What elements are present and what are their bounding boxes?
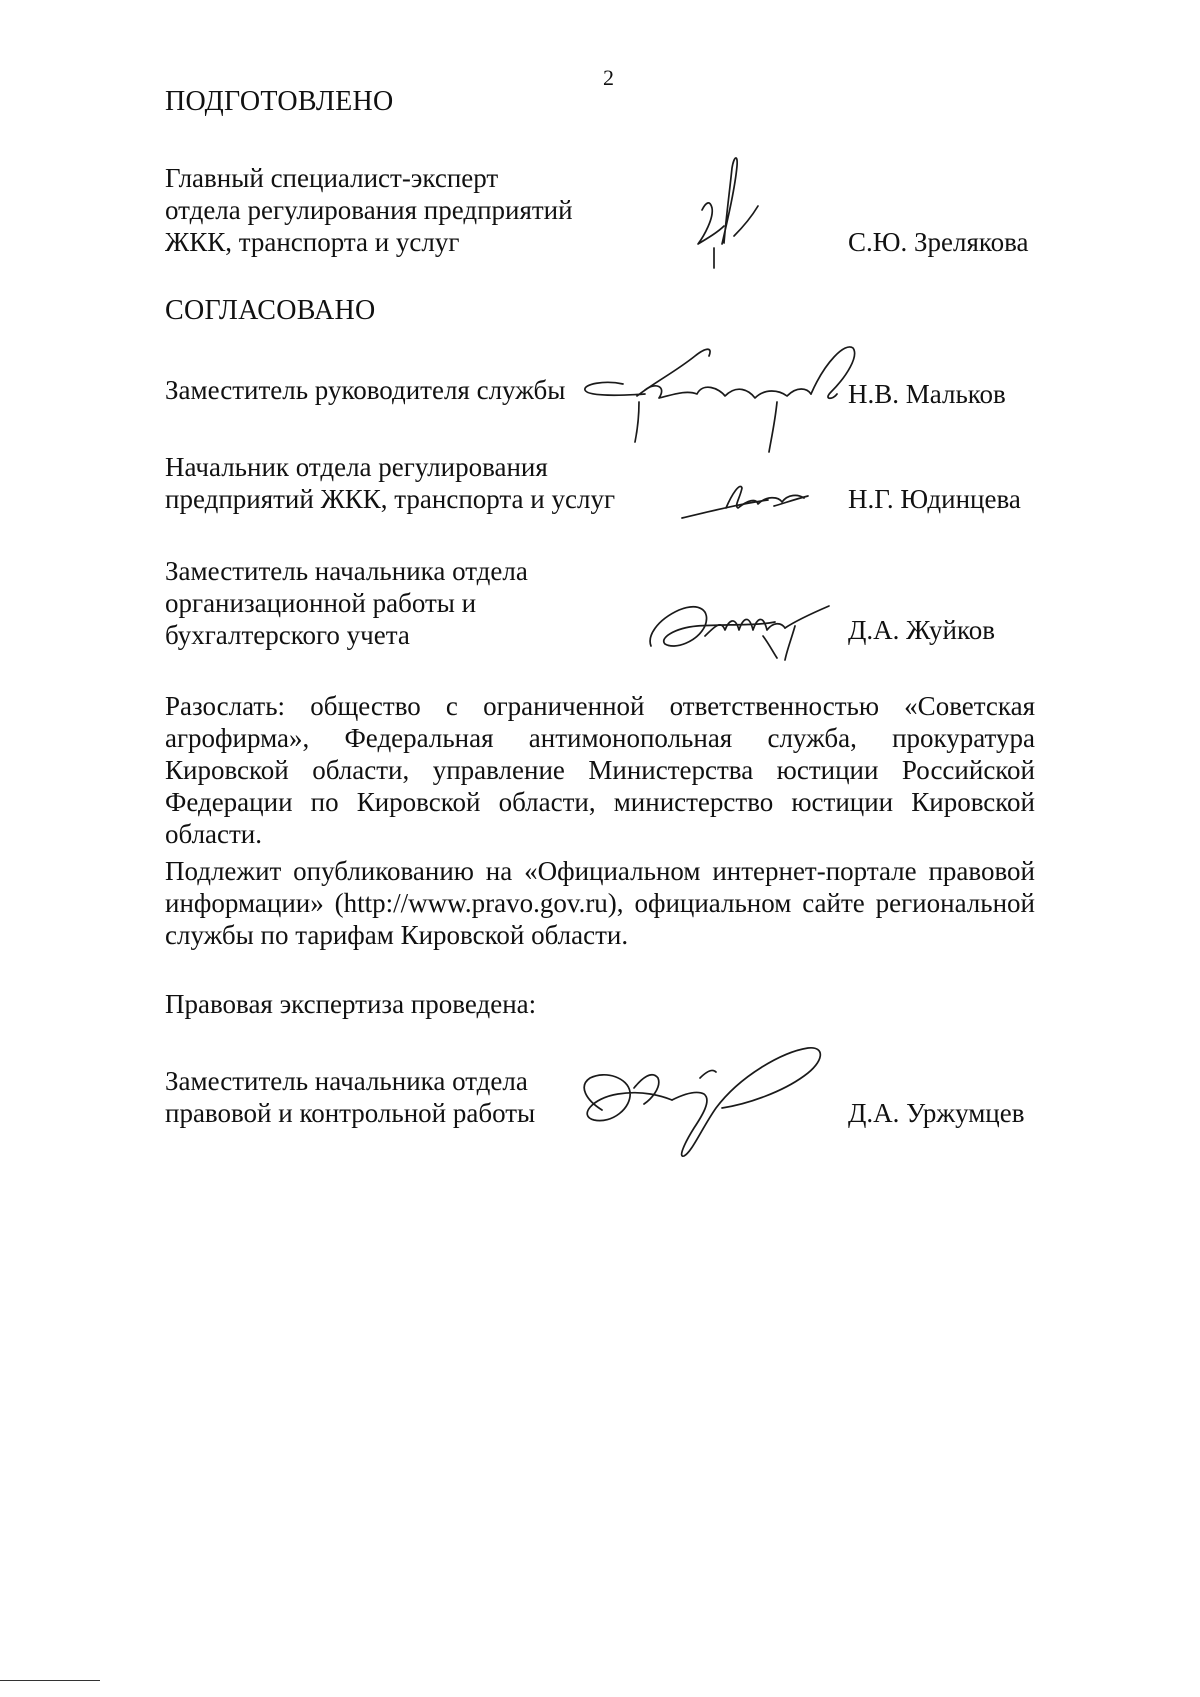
- signer-zhuikov-position: [165, 555, 528, 651]
- signature-malkov: [575, 332, 855, 457]
- prepared-name: С.Ю. Зрелякова: [848, 227, 1029, 257]
- prepared-position: [165, 162, 573, 258]
- footer-rule: [0, 1680, 100, 1681]
- legal-review-position: [165, 1065, 535, 1129]
- signer-yudintseva-name: Н.Г. Юдинцева: [848, 484, 1021, 514]
- agreed-heading: СОГЛАСОВАНО: [165, 295, 376, 326]
- signer-zhuikov-name: Д.А. Жуйков: [848, 615, 995, 645]
- position-line: правовой и контрольной работы: [165, 1098, 536, 1128]
- position-line: организационной работы и: [165, 588, 477, 618]
- position-line: бухгалтерского учета: [165, 620, 410, 650]
- signature-urzhumtsev: [572, 1038, 832, 1163]
- position-line: предприятий ЖКК, транспорта и услуг: [165, 484, 616, 514]
- legal-review-heading: Правовая экспертиза проведена:: [165, 989, 537, 1019]
- position-line: Главный специалист-эксперт: [165, 163, 499, 193]
- signer-yudintseva-position: [165, 451, 615, 515]
- position-line: ЖКК, транспорта и услуг: [165, 227, 460, 257]
- position-line: Заместитель начальника отдела: [165, 1066, 528, 1096]
- signer-malkov-position: [165, 374, 565, 406]
- position-line: отдела регулирования предприятий: [165, 195, 573, 225]
- signature-zrelyakova: [690, 148, 770, 273]
- legal-review-name: Д.А. Уржумцев: [848, 1098, 1025, 1128]
- signature-yudintseva: [678, 476, 818, 526]
- prepared-heading: ПОДГОТОВЛЕНО: [165, 86, 394, 117]
- position-line: Заместитель руководителя службы: [165, 375, 566, 405]
- page-number: 2: [603, 65, 614, 90]
- position-line: Начальник отдела регулирования: [165, 452, 548, 482]
- signature-zhuikov: [645, 596, 835, 664]
- position-line: Заместитель начальника отдела: [165, 556, 528, 586]
- publication-paragraph: Подлежит опубликованию на «Официальном интернет-портале правовой информации» (http://www.pravo.gov.ru), официальном сайте региональной службы по тарифам Кировской области.: [165, 856, 1035, 950]
- signer-malkov-name: Н.В. Мальков: [848, 379, 1006, 409]
- distribution-paragraph: Разослать: общество с ограниченной ответственностью «Советская агрофирма», Федеральная антимонопольная служба, прокуратура Кировской области, управление Министерства юстиции Российской Федерации по Кировской области, министерство юстиции Кировской области.: [165, 691, 1035, 849]
